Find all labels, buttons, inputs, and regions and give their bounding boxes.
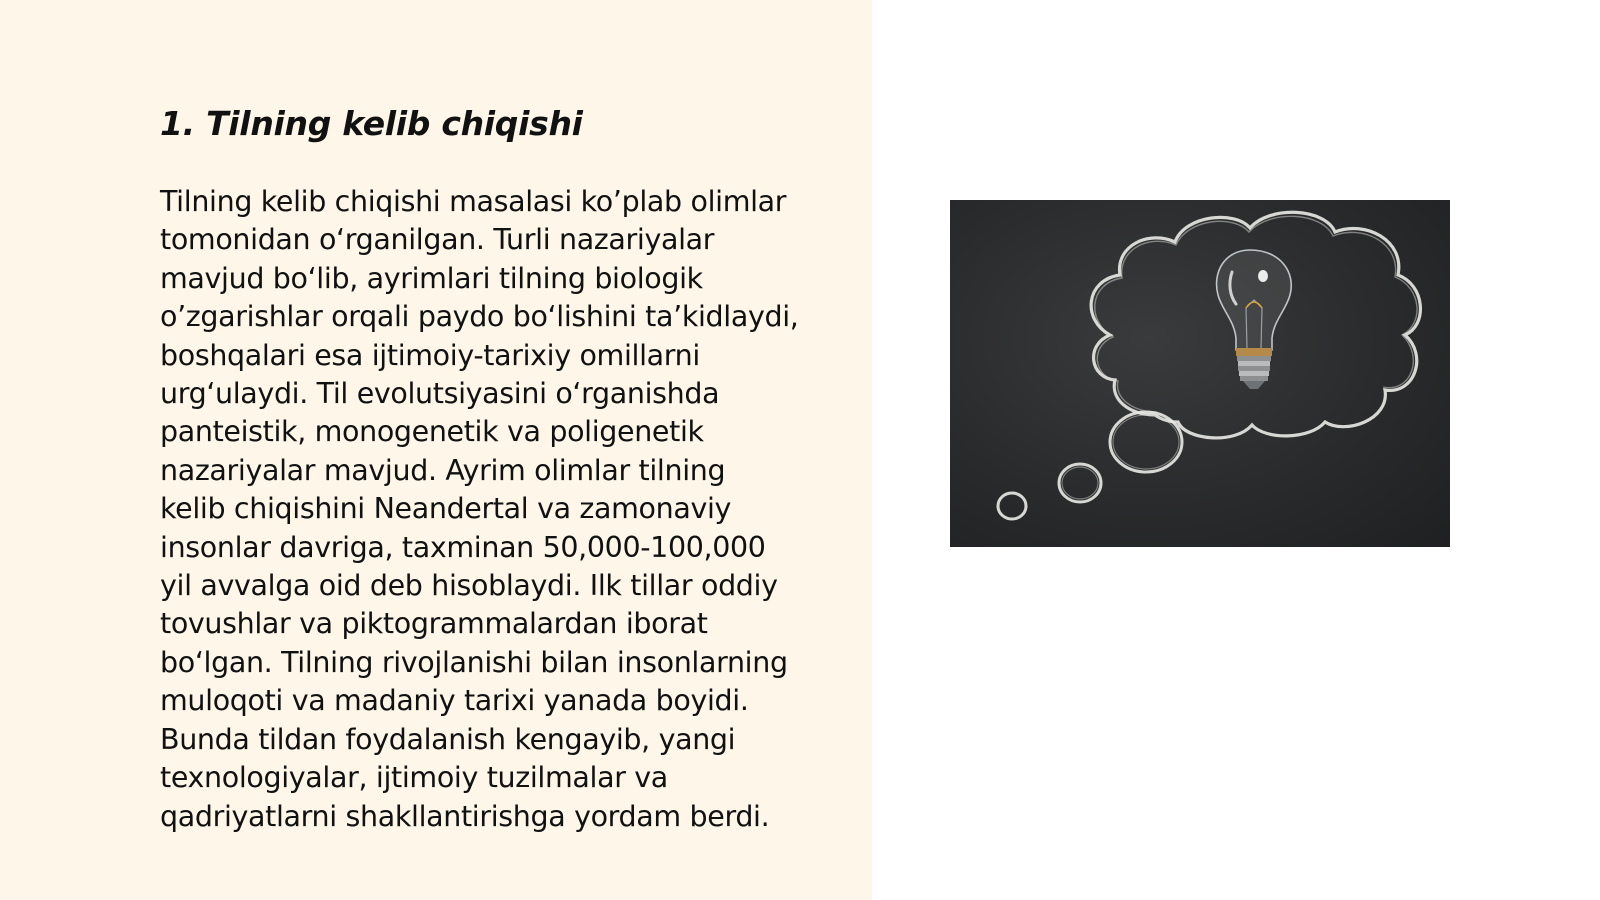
body-line: bo‘lgan. Tilning rivojlanishi bilan insonlarning bbox=[160, 645, 788, 679]
body-line: tovushlar va piktogrammalardan iborat bbox=[160, 607, 708, 641]
lightbulb-chalkboard-image bbox=[950, 200, 1450, 547]
body-line: urg‘ulaydi. Til evolutsiyasini o‘rganishda bbox=[160, 377, 720, 411]
body-line: muloqoti va madaniy tarixi yanada boyidi. bbox=[160, 684, 749, 718]
body-line: Bunda tildan foydalanish kengayib, yangi bbox=[160, 722, 736, 756]
lightbulb-thought-bubble-icon bbox=[950, 200, 1450, 547]
body-line: texnologiyalar, ijtimoiy tuzilmalar va bbox=[160, 761, 668, 795]
body-paragraph bbox=[160, 183, 860, 836]
body-line: yil avvalga oid deb hisoblaydi. Ilk tillar oddiy bbox=[160, 569, 778, 603]
body-line: kelib chiqishini Neandertal va zamonaviy bbox=[160, 492, 732, 526]
body-line: o’zgarishlar orqali paydo bo‘lishini ta’kidlaydi, bbox=[160, 300, 799, 334]
body-line: mavjud bo‘lib, ayrimlari tilning biologik bbox=[160, 261, 703, 295]
body-line: panteistik, monogenetik va poligenetik bbox=[160, 415, 704, 449]
body-line: nazariyalar mavjud. Ayrim olimlar tilning bbox=[160, 453, 726, 487]
slide-title: 1. Tilning kelib chiqishi bbox=[160, 104, 583, 143]
body-line: insonlar davriga, taxminan 50,000-100,000 bbox=[160, 530, 766, 564]
body-line: Tilning kelib chiqishi masalasi ko’plab olimlar bbox=[160, 185, 787, 218]
body-line: qadriyatlarni shakllantirishga yordam berdi. bbox=[160, 799, 770, 833]
body-line: boshqalari esa ijtimoiy-tarixiy omillarni bbox=[160, 338, 700, 372]
body-line: tomonidan o‘rganilgan. Turli nazariyalar bbox=[160, 223, 715, 257]
